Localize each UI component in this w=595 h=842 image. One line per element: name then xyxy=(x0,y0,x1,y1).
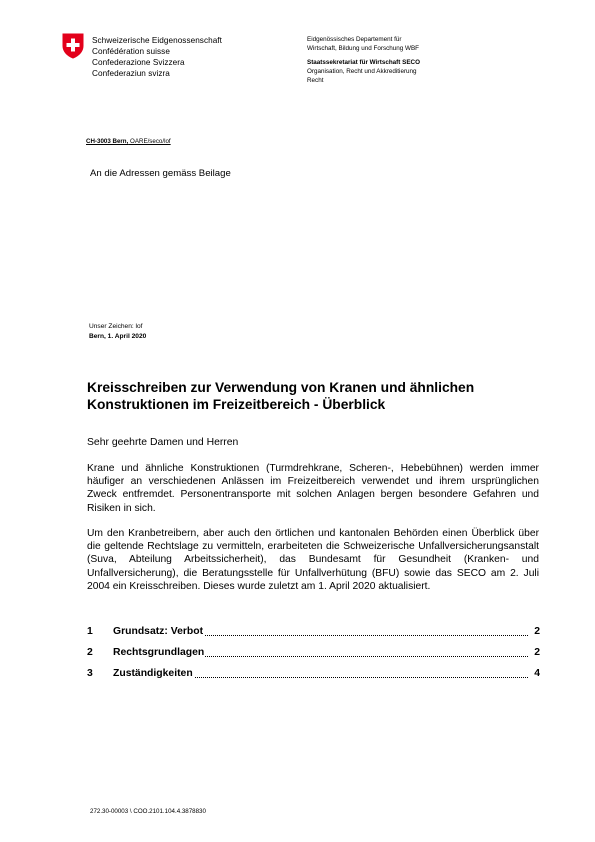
confederation-name-fr: Confédération suisse xyxy=(92,47,170,56)
addressee: An die Adressen gemäss Beilage xyxy=(90,168,231,179)
confederation-name-rm: Confederaziun svizra xyxy=(92,69,170,78)
toc-label: Grundsatz: Verbot xyxy=(113,626,204,637)
confederation-name-de: Schweizerische Eidgenossenschaft xyxy=(92,36,222,45)
toc-number: 2 xyxy=(87,647,93,658)
toc-page-number: 2 xyxy=(534,647,540,658)
sender-line xyxy=(86,138,171,145)
document-title xyxy=(87,379,547,413)
reference-block xyxy=(89,322,146,342)
sender-postcode-city: CH-3003 Bern, xyxy=(86,138,129,145)
toc-label: Rechtsgrundlagen xyxy=(113,647,205,658)
office-name: Staatssekretariat für Wirtschaft SECO xyxy=(307,59,420,66)
office-unit: Recht xyxy=(307,77,324,84)
our-reference: Unser Zeichen: lof xyxy=(89,323,143,330)
toc-number: 1 xyxy=(87,626,93,637)
office-unit: Organisation, Recht und Akkreditierung xyxy=(307,68,417,75)
body-paragraph: Krane und ähnliche Konstruktionen (Turmdrehkrane, Scheren-, Hebebühnen) werden immer häufiger an verschiedenen Anlässen im Freizeitbereich verwendet und ihrem ursprünglichen Zweck entfremdet. Personentransporte mit solchen Anlagen bergen besondere Gefahren und Risiken in sich. xyxy=(87,463,539,514)
confederation-names xyxy=(92,35,222,79)
place-date: Bern, 1. April 2020 xyxy=(89,333,147,340)
toc-entry[interactable] xyxy=(87,626,540,640)
title-line: Kreisschreiben zur Verwendung von Kranen und ähnlichen xyxy=(87,380,475,395)
sender-reference: OARE/seco/lof xyxy=(128,138,171,145)
toc-label: Zuständigkeiten xyxy=(113,668,193,679)
toc-entry[interactable] xyxy=(87,647,540,661)
title-line: Konstruktionen im Freizeitbereich - Überblick xyxy=(87,397,386,412)
toc-number: 3 xyxy=(87,668,93,679)
department-line: Wirtschaft, Bildung und Forschung WBF xyxy=(307,45,419,52)
confederation-name-it: Confederazione Svizzera xyxy=(92,58,185,67)
toc-page-number: 4 xyxy=(534,668,540,679)
document-reference-footer: 272.30-00003 \ COO.2101.104.4.3878830 xyxy=(90,808,206,815)
toc-page-number: 2 xyxy=(534,626,540,637)
department-line: Eidgenössisches Departement für xyxy=(307,36,402,43)
salutation: Sehr geehrte Damen und Herren xyxy=(87,437,239,448)
swiss-coat-of-arms-icon xyxy=(62,33,84,59)
department-block xyxy=(307,35,420,85)
toc-entry[interactable] xyxy=(87,668,540,682)
body-paragraph: Um den Kranbetreibern, aber auch den örtlichen und kantonalen Behörden einen Überblick über die geltende Rechtslage zu vermitteln, erarbeiteten die Schweizerische Unfallversicherungsanstalt (Suva, Abteilung Arbeitssicherheit), das Bundesamt für Gesundheit (Kranken- und Unfallversicherung), die Beratungsstelle für Unfallverhütung (BFU) sowie das SECO am 2. Juli 2004 ein Kreisschreiben. Dieses wurde zuletzt am 1. April 2020 aktualisiert. xyxy=(87,528,539,592)
